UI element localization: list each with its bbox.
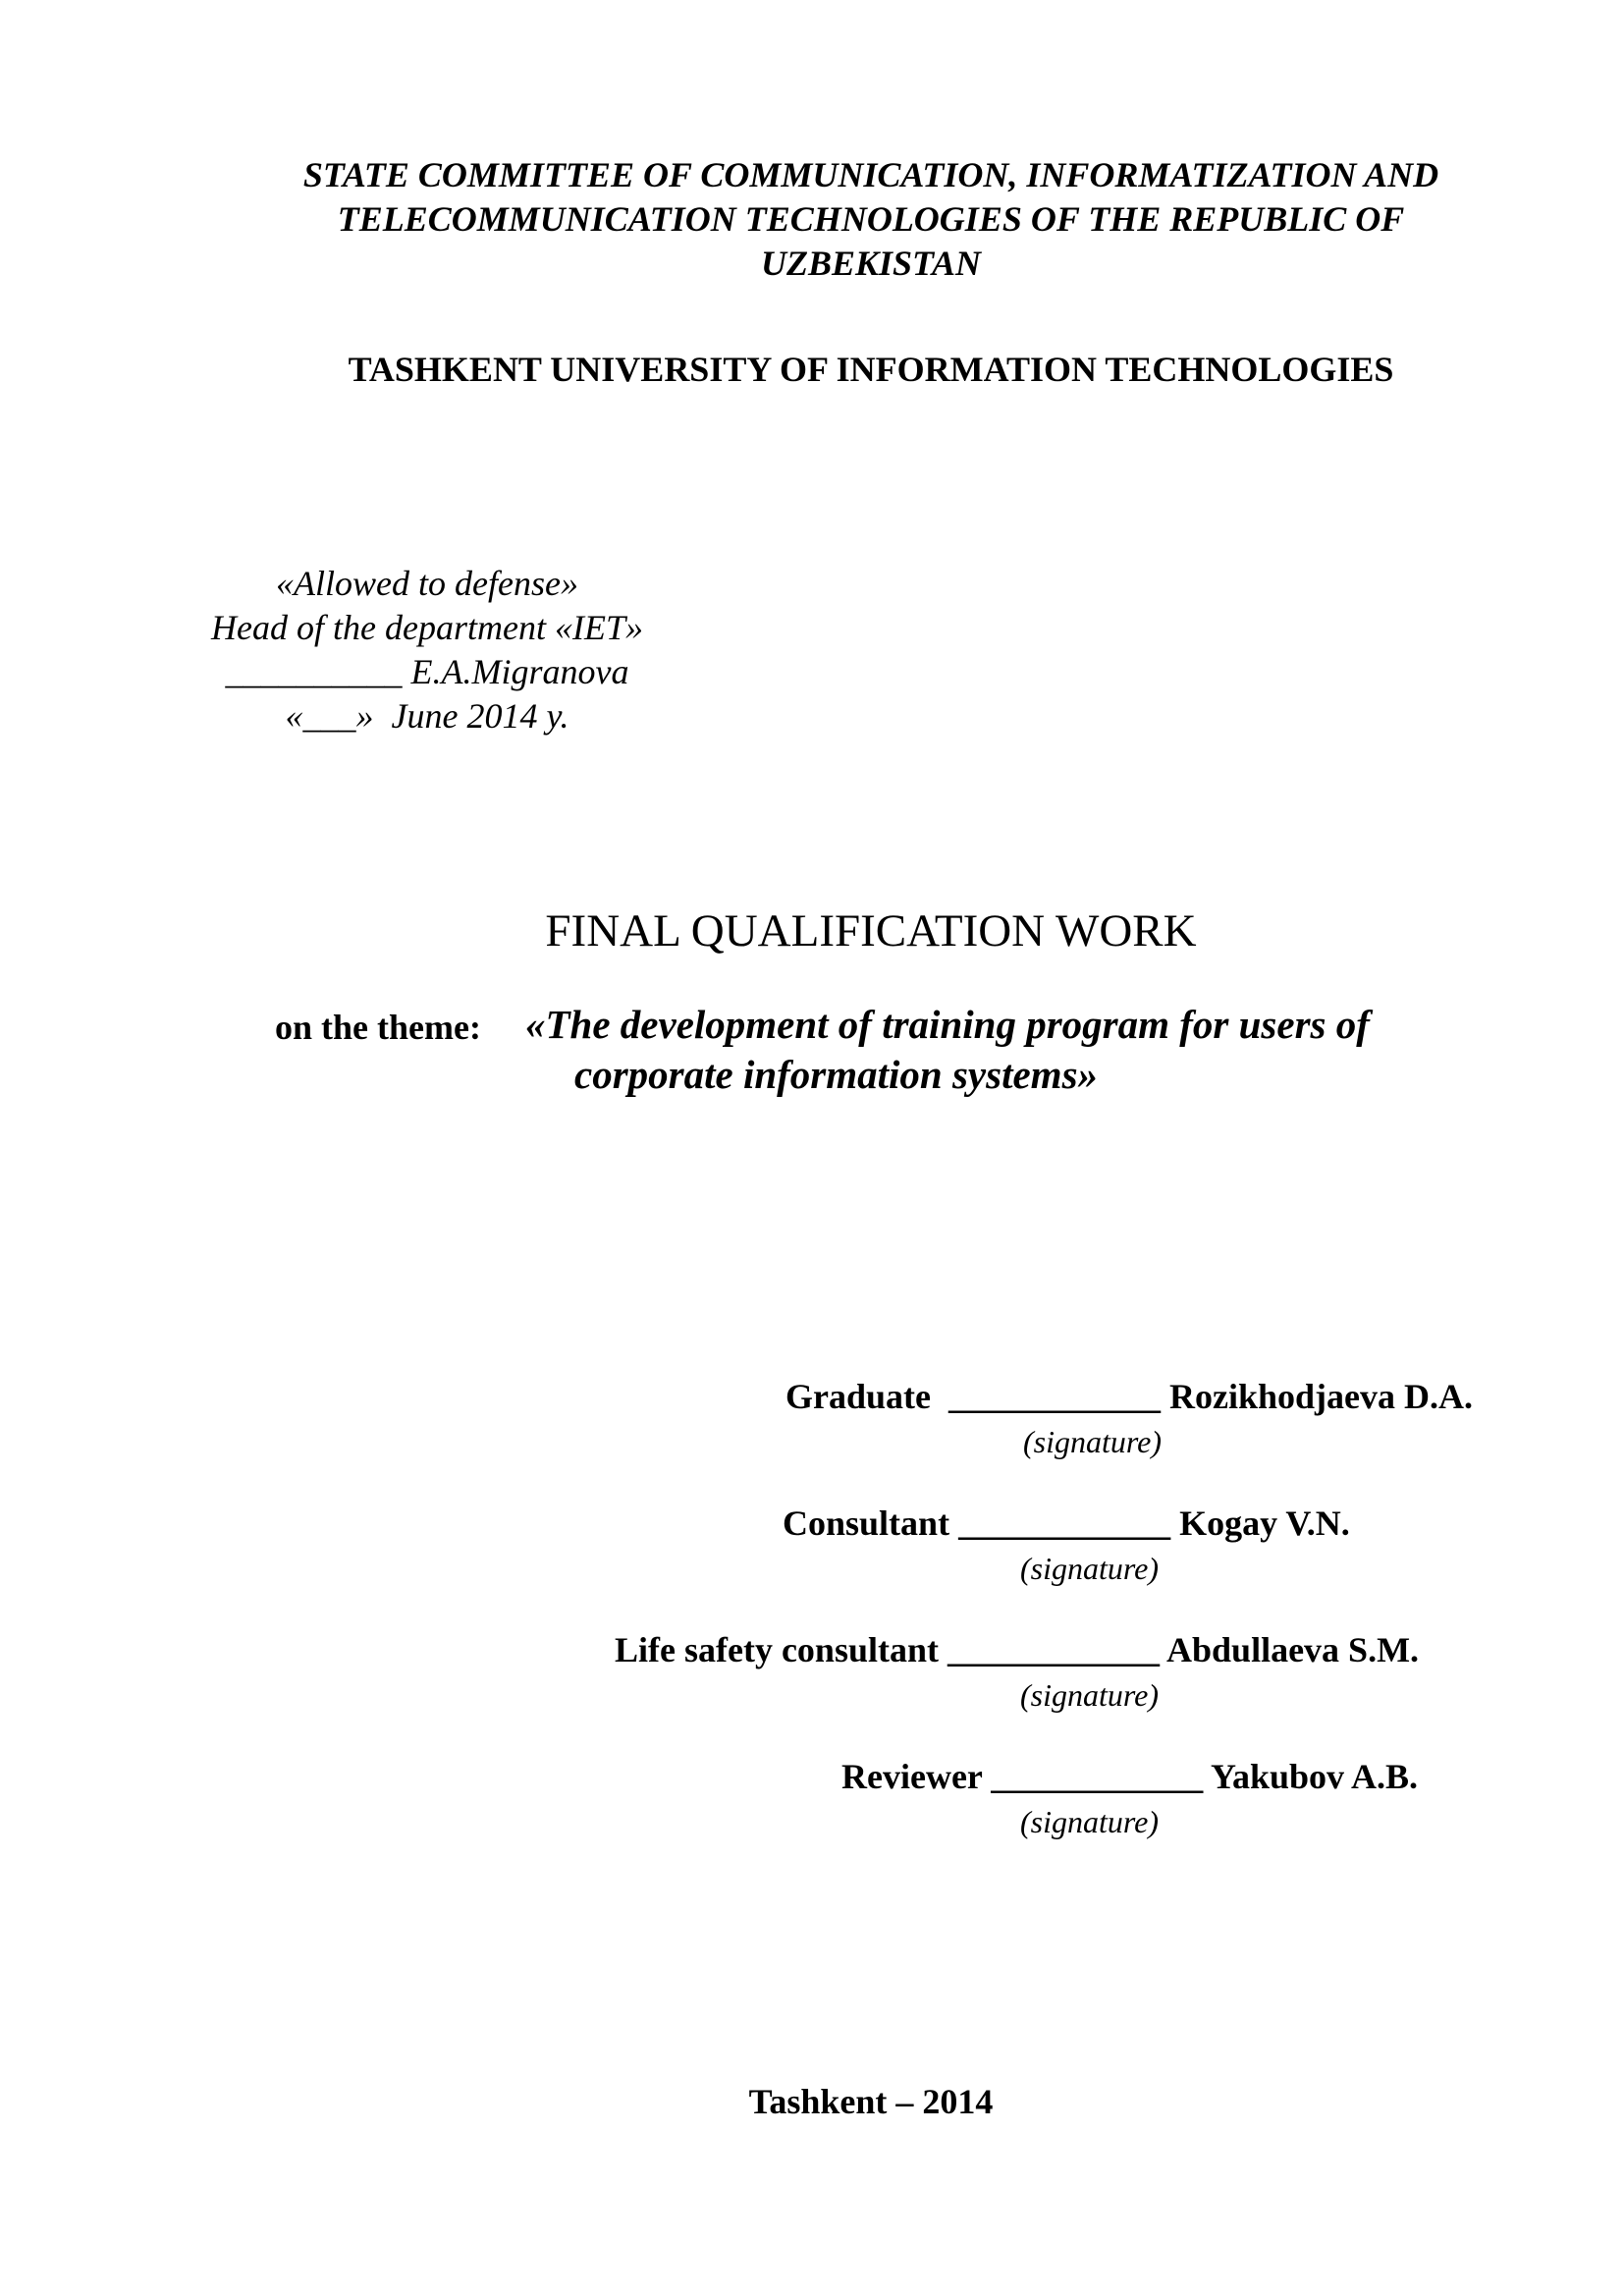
approval-line-date: «___» June 2014 y. (285, 696, 569, 736)
committee-line-1: STATE COMMITTEE OF COMMUNICATION, INFORMATIZATION AND (302, 155, 1439, 194)
signature-blank: ____________ (948, 1377, 1161, 1416)
signature-caption: (signature) (1020, 1804, 1160, 1839)
signature-name: Yakubov A.B. (1210, 1757, 1419, 1796)
signature-row-graduate (785, 1375, 1473, 1419)
committee-name (196, 153, 1545, 286)
signature-row-life-safety (615, 1628, 1419, 1672)
signature-caption: (signature) (1020, 1551, 1160, 1586)
university-name: TASHKENT UNIVERSITY OF INFORMATION TECHNOLOGIES (348, 350, 1394, 389)
committee-line-2: TELECOMMUNICATION TECHNOLOGIES OF THE REPUBLIC OF (337, 199, 1405, 239)
signature-role: Reviewer (841, 1757, 983, 1796)
signature-blank: ____________ (958, 1503, 1171, 1543)
signature-name: Rozikhodjaeva D.A. (1169, 1377, 1474, 1416)
approval-line-head: Head of the department «IET» (211, 608, 643, 647)
signature-name: Kogay V.N. (1179, 1503, 1350, 1543)
signature-role: Consultant (783, 1503, 950, 1543)
theme-title-line-1: «The development of training program for users of (525, 1002, 1370, 1047)
signature-caption: (signature) (1020, 1677, 1160, 1713)
signature-name: Abdullaeva S.M. (1166, 1630, 1420, 1669)
signature-blank: ____________ (991, 1757, 1204, 1796)
committee-line-3: UZBEKISTAN (760, 244, 982, 283)
signature-caption: (signature) (1023, 1424, 1163, 1459)
theme-label: on the theme: (275, 1008, 481, 1047)
signature-row-reviewer (841, 1755, 1418, 1799)
theme-title-line-2: corporate information systems» (574, 1052, 1099, 1097)
signature-role: Life safety consultant (615, 1630, 939, 1669)
approval-line-signature: __________ E.A.Migranova (225, 652, 629, 691)
approval-line-allowed: «Allowed to defense» (276, 564, 578, 603)
work-title: FINAL QUALIFICATION WORK (545, 905, 1197, 957)
signature-blank: ____________ (947, 1630, 1160, 1669)
place-and-year: Tashkent – 2014 (748, 2082, 994, 2121)
approval-block (128, 562, 727, 738)
signature-role: Graduate (785, 1377, 931, 1416)
signature-row-consultant (783, 1502, 1350, 1546)
